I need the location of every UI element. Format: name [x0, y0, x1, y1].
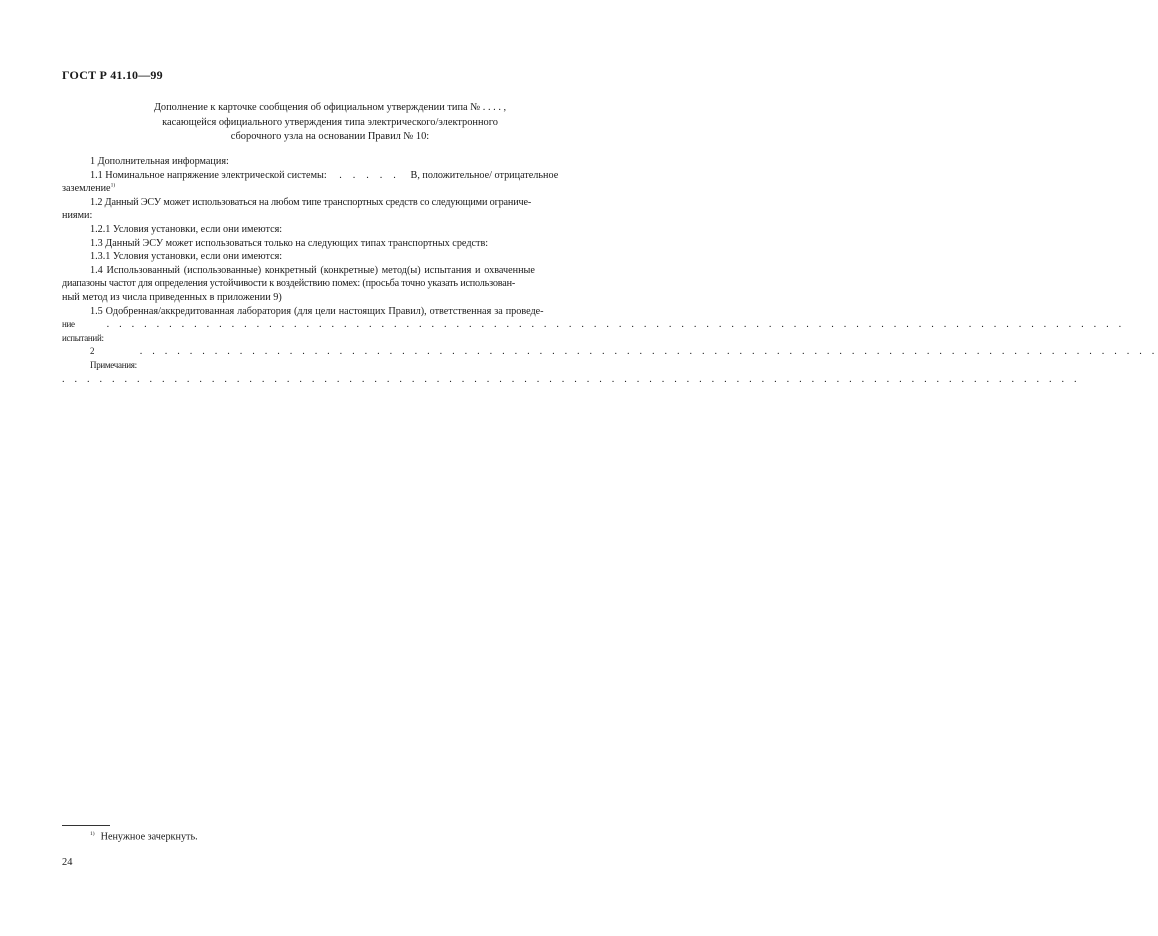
item-1-4-line-2: диапазоны частот для определения устойчивости к воздействию помех: (просьба точно указать использован-	[62, 278, 516, 290]
item-1-1-tail: В, положительное/ отрицательное	[410, 169, 559, 181]
item-1-1-dots: . . . . .	[339, 169, 400, 181]
item-1-1-continuation-text: заземление	[62, 183, 111, 195]
title-line-2: касающейся официального утверждения типа электрического/электронного	[162, 116, 498, 128]
footnote-ref: 1)	[110, 182, 116, 189]
footnote-divider	[62, 825, 110, 826]
item-1-2-continuation: ниями:	[62, 210, 93, 222]
item-1-1-continuation	[62, 182, 599, 196]
footnote-text: Ненужное зачеркнуть.	[100, 831, 198, 843]
standard-code: ГОСТ Р 41.10—99	[62, 68, 163, 82]
document-body	[62, 155, 1158, 386]
footnote	[90, 831, 198, 842]
item-1-1-text: 1.1 Номинальное напряжение электрической системы:	[90, 169, 327, 181]
title-line-1: Дополнение к карточке сообщения об официальном утверждении типа № . . . . ,	[153, 102, 507, 113]
dotted-fill-line: . . . . . . . . . . . . . . . . . . . . . . . . . . . . . . . . . . . . . . . . . . . . . . . . . . . . . . . . . . . . . . . . . . . . . . . . . . . . . . . . . .	[106, 319, 1125, 331]
section-2-notes	[62, 345, 1158, 372]
item-1-5-line-1: 1.5 Одобренная/аккредитованная лаборатория (для цели настоящих Правил), ответственная за проведе-	[90, 305, 544, 317]
document-title	[62, 101, 598, 145]
item-1-3: 1.3 Данный ЭСУ может использоваться только на следующих типах транспортных средств:	[90, 237, 489, 249]
dotted-fill-line: . . . . . . . . . . . . . . . . . . . . . . . . . . . . . . . . . . . . . . . . . . . . . . . . . . . . . . . . . . . . . . . . . . . . . . . . . . . . . . . . . .	[139, 346, 1158, 358]
notes-continuation-line	[62, 373, 1081, 387]
title-line-3: сборочного узла на основании Правил № 10:	[230, 131, 430, 142]
item-1-1	[62, 169, 599, 183]
footnote-mark: 1)	[90, 831, 95, 837]
page-number: 24	[62, 857, 73, 868]
item-1-2: 1.2 Данный ЭСУ может использоваться на любом типе транспортных средств со следующими ограниче-	[90, 196, 532, 208]
item-1-5-line-2-text: ние испытаний:	[62, 319, 104, 343]
item-1-5-line-2	[62, 318, 1125, 345]
item-1-2-1: 1.2.1 Условия установки, если они имеются:	[90, 223, 283, 235]
item-1-3-1: 1.3.1 Условия установки, если они имеются:	[90, 251, 283, 263]
item-1-4-line-3: ный метод из числа приведенных в приложении 9)	[62, 291, 282, 303]
item-1-4-line-1: 1.4 Использованный (использованные) конкретный (конкретные) метод(ы) испытания и охваченные	[90, 264, 535, 276]
section-1-heading: 1 Дополнительная информация:	[90, 156, 229, 167]
section-2-heading: 2 Примечания:	[90, 346, 137, 370]
dotted-fill-line: . . . . . . . . . . . . . . . . . . . . . . . . . . . . . . . . . . . . . . . . . . . . . . . . . . . . . . . . . . . . . . . . . . . . . . . . . . . . . . . . . .	[62, 373, 1081, 385]
